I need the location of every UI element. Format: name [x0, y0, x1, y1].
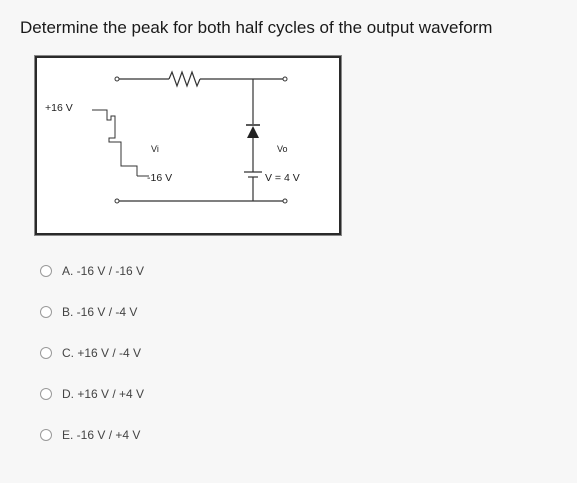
circuit-figure	[35, 56, 341, 235]
option-label: C. +16 V / -4 V	[62, 346, 142, 360]
battery-label: V = 4 V	[265, 172, 300, 184]
option-b[interactable]	[40, 305, 137, 319]
resistor	[169, 72, 200, 86]
option-c[interactable]	[40, 346, 141, 360]
input-terminal-top	[115, 77, 119, 81]
negative-voltage-label: -16 V	[147, 172, 173, 184]
option-label: D. +16 V / +4 V	[62, 387, 145, 401]
vi-label: Vi	[151, 144, 159, 154]
input-waveform	[103, 110, 137, 176]
question-text: Determine the peak for both half cycles of the output waveform	[20, 18, 493, 37]
radio-icon[interactable]	[40, 388, 52, 400]
radio-icon[interactable]	[40, 306, 52, 318]
input-terminal-bottom	[115, 199, 119, 203]
option-e[interactable]	[40, 428, 140, 442]
radio-icon[interactable]	[40, 429, 52, 441]
source-voltage-label: +16 V	[45, 102, 73, 114]
output-terminal-top	[283, 77, 287, 81]
radio-icon[interactable]	[40, 265, 52, 277]
diode-symbol	[247, 126, 259, 138]
radio-icon[interactable]	[40, 347, 52, 359]
option-a[interactable]	[40, 264, 144, 278]
option-label: B. -16 V / -4 V	[62, 305, 138, 319]
option-d[interactable]	[40, 387, 144, 401]
option-label: A. -16 V / -16 V	[62, 264, 145, 278]
circuit-diagram	[37, 58, 339, 233]
vo-label: Vo	[277, 144, 288, 154]
option-label: E. -16 V / +4 V	[62, 428, 141, 442]
output-terminal-bottom	[283, 199, 287, 203]
